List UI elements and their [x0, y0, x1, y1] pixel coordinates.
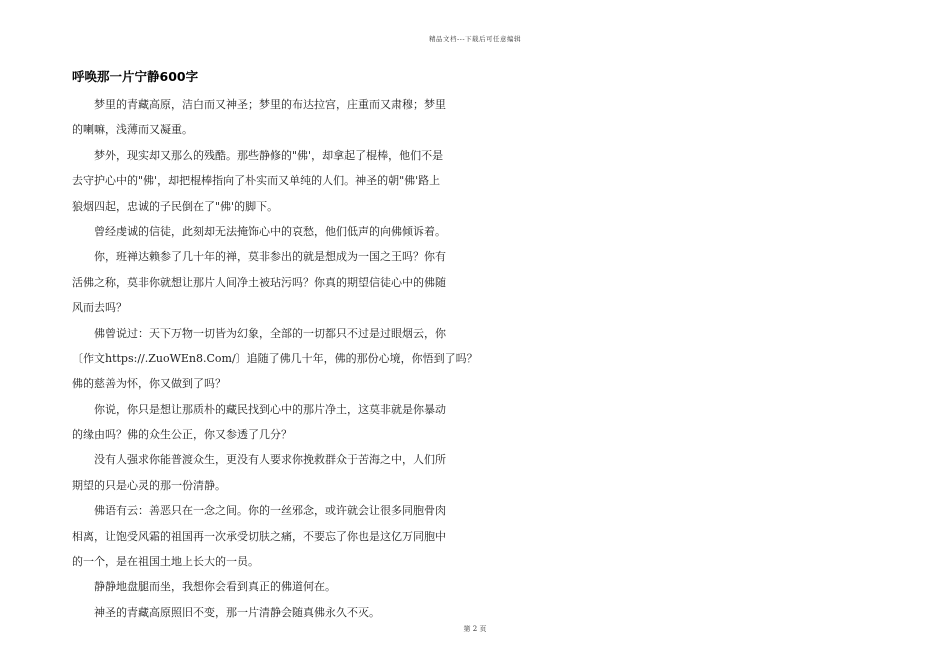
text-line: 你，班禅达赖参了几十年的禅，莫非参出的就是想成为一国之王吗？你有	[94, 250, 446, 264]
text-line: 的缘由吗？佛的众生公正，你又参透了几分？	[72, 428, 292, 442]
text-line: 曾经虔诚的信徒，此刻却无法掩饰心中的哀愁，他们低声的向佛倾诉着。	[94, 224, 446, 238]
text-line: 的一个，是在祖国土地上长大的一员。	[72, 555, 259, 569]
text-line: 你说，你只是想让那质朴的藏民找到心中的那片净土，这莫非就是你暴动	[94, 402, 446, 416]
text-line: 相离，让饱受风霜的祖国再一次承受切肤之痛，不要忘了你也是这亿万同胞中	[72, 529, 446, 543]
page-number: 第 2 页	[463, 625, 487, 633]
article-body	[72, 92, 478, 625]
text-line: 佛语有云：善恶只在一念之间。你的一丝邪念，或许就会让很多同胞骨肉	[94, 504, 446, 518]
text-line: 梦外，现实却又那么的残酷。那些静修的"佛'，却拿起了棍棒，他们不是	[94, 148, 444, 162]
text-line: 佛的慈善为怀，你又做到了吗？	[72, 377, 226, 391]
text-line: 去守护心中的"佛'，却把棍棒指向了朴实而又单纯的人们。神圣的朝"佛'路上	[72, 174, 441, 188]
text-line: 的喇嘛，浅薄而又凝重。	[72, 123, 193, 137]
text-line: 期望的只是心灵的那一份清静。	[72, 478, 226, 492]
header-note: 精品文档---下载后可任意编辑	[428, 35, 522, 43]
text-line: 没有人强求你能普渡众生，更没有人要求你挽救群众于苦海之中，人们所	[94, 453, 446, 467]
page-title: 呼唤那一片宁静600字	[72, 69, 199, 84]
text-line: 活佛之称，莫非你就想让那片人间净土被玷污吗？你真的期望信徒心中的佛随	[72, 275, 446, 289]
text-line: 狼烟四起，忠诚的子民倒在了"佛'的脚下。	[72, 199, 279, 213]
text-line: 静静地盘腿而坐，我想你会看到真正的佛道何在。	[94, 580, 336, 594]
text-line: 佛曾说过：天下万物一切皆为幻象，全部的一切都只不过是过眼烟云，你	[94, 326, 446, 340]
text-line: 神圣的青藏高原照旧不变，那一片清静会随真佛永久不灭。	[94, 605, 380, 619]
text-line: 〔作文https://.ZuoWEn8.Com/〕追随了佛几十年，佛的那份心境，你悟到了吗？	[72, 351, 478, 365]
text-line: 风而去吗？	[72, 301, 127, 315]
text-line: 梦里的青藏高原，洁白而又神圣；梦里的布达拉宫，庄重而又肃穆；梦里	[94, 98, 446, 111]
